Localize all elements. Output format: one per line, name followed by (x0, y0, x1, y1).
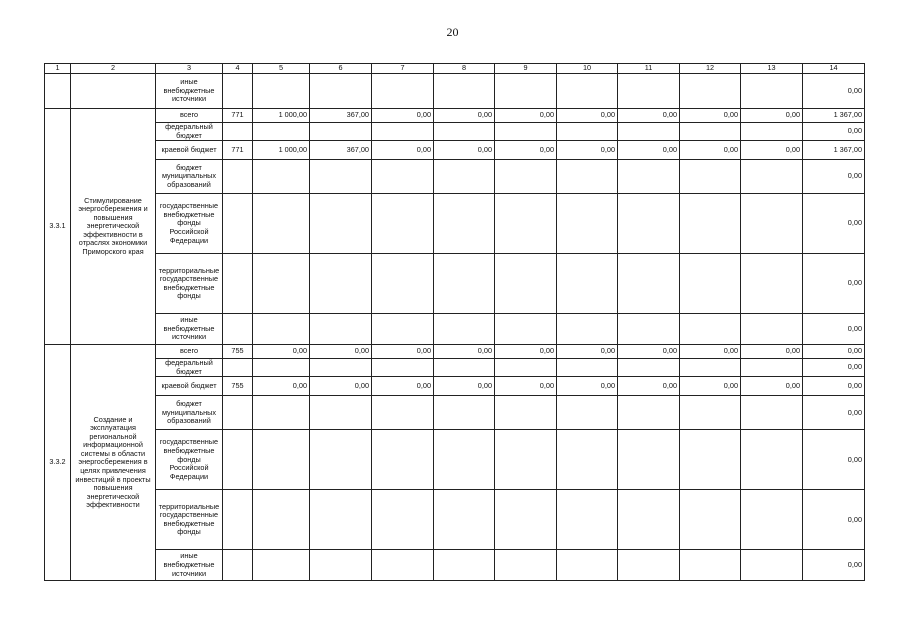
value-cell: 0,00 (680, 377, 741, 396)
code-value-cell (223, 123, 253, 141)
total-cell: 1 367,00 (803, 109, 865, 123)
value-cell (557, 194, 618, 254)
total-cell: 0,00 (803, 314, 865, 345)
value-cell (680, 123, 741, 141)
funding-source-cell: краевой бюджет (156, 377, 223, 396)
code-value-cell: 755 (223, 377, 253, 396)
value-cell (372, 396, 434, 430)
header-cell: 7 (372, 64, 434, 74)
header-cell: 8 (434, 64, 495, 74)
value-cell (253, 396, 310, 430)
total-cell: 0,00 (803, 396, 865, 430)
total-cell: 0,00 (803, 377, 865, 396)
header-cell: 5 (253, 64, 310, 74)
table-row (45, 345, 865, 359)
total-cell: 0,00 (803, 345, 865, 359)
total-cell: 0,00 (803, 74, 865, 109)
value-cell (618, 254, 680, 314)
header-cell: 14 (803, 64, 865, 74)
value-cell (253, 123, 310, 141)
value-cell (434, 550, 495, 581)
measure-description: Создание и эксплуатация региональной информационной системы в области энергосбережения в целях привлечения инвестиций в проекты повышения энергетической эффективности (71, 345, 156, 581)
value-cell: 0,00 (680, 141, 741, 160)
funding-source-cell: территориальные государственные внебюджетные фонды (156, 254, 223, 314)
value-cell: 0,00 (495, 377, 557, 396)
value-cell (680, 254, 741, 314)
value-cell: 0,00 (557, 141, 618, 160)
value-cell (741, 254, 803, 314)
value-cell (434, 396, 495, 430)
value-cell (372, 160, 434, 194)
value-cell (434, 490, 495, 550)
value-cell (372, 550, 434, 581)
value-cell (310, 160, 372, 194)
value-cell (434, 123, 495, 141)
value-cell (434, 314, 495, 345)
description-cell (71, 74, 156, 109)
value-cell: 0,00 (557, 109, 618, 123)
value-cell (495, 396, 557, 430)
table-row (45, 123, 865, 141)
total-cell: 0,00 (803, 254, 865, 314)
value-cell (741, 396, 803, 430)
value-cell (310, 194, 372, 254)
value-cell (557, 254, 618, 314)
table-row (45, 396, 865, 430)
measure-code: 3.3.2 (45, 345, 71, 581)
value-cell (223, 74, 253, 109)
value-cell (741, 74, 803, 109)
value-cell (741, 160, 803, 194)
measure-description: Стимулирование энергосбережения и повышения энергетической эффективности в отраслях экономики Приморского края (71, 109, 156, 345)
value-cell (557, 396, 618, 430)
table-row (45, 430, 865, 490)
total-cell: 1 367,00 (803, 141, 865, 160)
value-cell (680, 194, 741, 254)
value-cell (372, 254, 434, 314)
value-cell (680, 359, 741, 377)
table-row (45, 109, 865, 123)
value-cell: 0,00 (557, 377, 618, 396)
value-cell (372, 123, 434, 141)
value-cell (680, 160, 741, 194)
value-cell: 0,00 (372, 141, 434, 160)
value-cell (557, 359, 618, 377)
value-cell (495, 160, 557, 194)
value-cell (310, 74, 372, 109)
value-cell: 0,00 (618, 141, 680, 160)
code-value-cell (223, 359, 253, 377)
value-cell (434, 74, 495, 109)
value-cell (310, 490, 372, 550)
value-cell (741, 194, 803, 254)
code-value-cell (223, 490, 253, 550)
value-cell: 0,00 (618, 377, 680, 396)
value-cell (618, 490, 680, 550)
header-cell: 12 (680, 64, 741, 74)
value-cell (495, 490, 557, 550)
code-value-cell (223, 254, 253, 314)
value-cell (680, 314, 741, 345)
total-cell: 0,00 (803, 430, 865, 490)
value-cell (434, 160, 495, 194)
value-cell (557, 490, 618, 550)
value-cell: 367,00 (310, 141, 372, 160)
funding-source-cell: бюджет муниципальных образований (156, 396, 223, 430)
header-cell: 4 (223, 64, 253, 74)
total-cell: 0,00 (803, 194, 865, 254)
funding-source-cell: территориальные государственные внебюджетные фонды (156, 490, 223, 550)
value-cell (434, 254, 495, 314)
header-cell: 3 (156, 64, 223, 74)
value-cell (618, 160, 680, 194)
value-cell (310, 396, 372, 430)
value-cell (618, 314, 680, 345)
value-cell (310, 314, 372, 345)
header-cell: 2 (71, 64, 156, 74)
value-cell (557, 314, 618, 345)
table-row (45, 160, 865, 194)
header-cell: 10 (557, 64, 618, 74)
value-cell: 0,00 (741, 109, 803, 123)
value-cell: 0,00 (557, 345, 618, 359)
value-cell (680, 490, 741, 550)
total-cell: 0,00 (803, 550, 865, 581)
value-cell (680, 396, 741, 430)
value-cell (741, 359, 803, 377)
value-cell (741, 430, 803, 490)
value-cell (741, 490, 803, 550)
value-cell (618, 396, 680, 430)
value-cell (372, 314, 434, 345)
funding-source-cell: бюджет муниципальных образований (156, 160, 223, 194)
value-cell (557, 160, 618, 194)
funding-source-cell: иные внебюджетные источники (156, 74, 223, 109)
funding-source-cell: иные внебюджетные источники (156, 314, 223, 345)
code-value-cell (223, 314, 253, 345)
value-cell (310, 123, 372, 141)
header-cell: 1 (45, 64, 71, 74)
code-value-cell (223, 550, 253, 581)
value-cell: 0,00 (680, 109, 741, 123)
table-row (45, 254, 865, 314)
code-value-cell: 771 (223, 109, 253, 123)
header-row (45, 64, 865, 74)
value-cell: 0,00 (495, 109, 557, 123)
value-cell: 0,00 (372, 377, 434, 396)
header-cell: 11 (618, 64, 680, 74)
value-cell (372, 430, 434, 490)
table-row (45, 194, 865, 254)
value-cell (557, 123, 618, 141)
code-value-cell (223, 194, 253, 254)
value-cell (434, 359, 495, 377)
value-cell (495, 254, 557, 314)
value-cell (495, 359, 557, 377)
value-cell (557, 74, 618, 109)
funding-source-cell: федеральный бюджет (156, 359, 223, 377)
value-cell (618, 359, 680, 377)
table-row (45, 141, 865, 160)
value-cell (253, 359, 310, 377)
value-cell (618, 74, 680, 109)
value-cell: 0,00 (253, 345, 310, 359)
table-row (45, 74, 865, 109)
value-cell: 0,00 (310, 377, 372, 396)
funding-source-cell: государственные внебюджетные фонды Российской Федерации (156, 194, 223, 254)
funding-source-cell: федеральный бюджет (156, 123, 223, 141)
value-cell (495, 74, 557, 109)
value-cell: 0,00 (434, 377, 495, 396)
value-cell: 0,00 (741, 141, 803, 160)
value-cell: 0,00 (618, 345, 680, 359)
funding-source-cell: государственные внебюджетные фонды Российской Федерации (156, 430, 223, 490)
value-cell (680, 430, 741, 490)
value-cell: 0,00 (253, 377, 310, 396)
value-cell (741, 314, 803, 345)
code-value-cell (223, 160, 253, 194)
value-cell: 0,00 (310, 345, 372, 359)
total-cell: 0,00 (803, 359, 865, 377)
value-cell (372, 359, 434, 377)
table-row (45, 359, 865, 377)
value-cell: 0,00 (680, 345, 741, 359)
value-cell (495, 430, 557, 490)
funding-source-cell: всего (156, 109, 223, 123)
value-cell (310, 359, 372, 377)
table-row (45, 377, 865, 396)
value-cell: 0,00 (372, 109, 434, 123)
value-cell (495, 194, 557, 254)
funding-source-cell: иные внебюджетные источники (156, 550, 223, 581)
value-cell (434, 194, 495, 254)
header-cell: 13 (741, 64, 803, 74)
value-cell (253, 194, 310, 254)
value-cell (495, 314, 557, 345)
value-cell (310, 254, 372, 314)
total-cell: 0,00 (803, 490, 865, 550)
value-cell: 0,00 (434, 109, 495, 123)
value-cell (253, 254, 310, 314)
header-cell: 6 (310, 64, 372, 74)
value-cell (253, 550, 310, 581)
value-cell: 0,00 (372, 345, 434, 359)
code-value-cell: 771 (223, 141, 253, 160)
value-cell: 1 000,00 (253, 109, 310, 123)
code-value-cell: 755 (223, 345, 253, 359)
table-row (45, 314, 865, 345)
value-cell (253, 160, 310, 194)
total-cell: 0,00 (803, 123, 865, 141)
value-cell: 0,00 (495, 345, 557, 359)
value-cell (310, 430, 372, 490)
value-cell (741, 123, 803, 141)
value-cell (618, 550, 680, 581)
value-cell (434, 430, 495, 490)
value-cell: 1 000,00 (253, 141, 310, 160)
funding-source-cell: всего (156, 345, 223, 359)
value-cell: 0,00 (741, 345, 803, 359)
value-cell (741, 550, 803, 581)
value-cell: 0,00 (741, 377, 803, 396)
value-cell (372, 490, 434, 550)
budget-table (44, 63, 865, 581)
value-cell: 0,00 (434, 141, 495, 160)
value-cell (253, 490, 310, 550)
code-value-cell (223, 396, 253, 430)
value-cell: 0,00 (495, 141, 557, 160)
value-cell (557, 550, 618, 581)
code-value-cell (223, 430, 253, 490)
value-cell (495, 550, 557, 581)
total-cell: 0,00 (803, 160, 865, 194)
value-cell (253, 430, 310, 490)
value-cell (680, 550, 741, 581)
value-cell: 367,00 (310, 109, 372, 123)
table-row (45, 490, 865, 550)
header-cell: 9 (495, 64, 557, 74)
value-cell (372, 74, 434, 109)
value-cell (680, 74, 741, 109)
value-cell (618, 430, 680, 490)
value-cell: 0,00 (434, 345, 495, 359)
value-cell (372, 194, 434, 254)
value-cell (253, 74, 310, 109)
value-cell: 0,00 (618, 109, 680, 123)
measure-code: 3.3.1 (45, 109, 71, 345)
funding-source-cell: краевой бюджет (156, 141, 223, 160)
value-cell (495, 123, 557, 141)
value-cell (618, 123, 680, 141)
page-number: 20 (446, 25, 459, 39)
value-cell (253, 314, 310, 345)
value-cell (310, 550, 372, 581)
code-cell (45, 74, 71, 109)
value-cell (557, 430, 618, 490)
table-row (45, 550, 865, 581)
value-cell (618, 194, 680, 254)
